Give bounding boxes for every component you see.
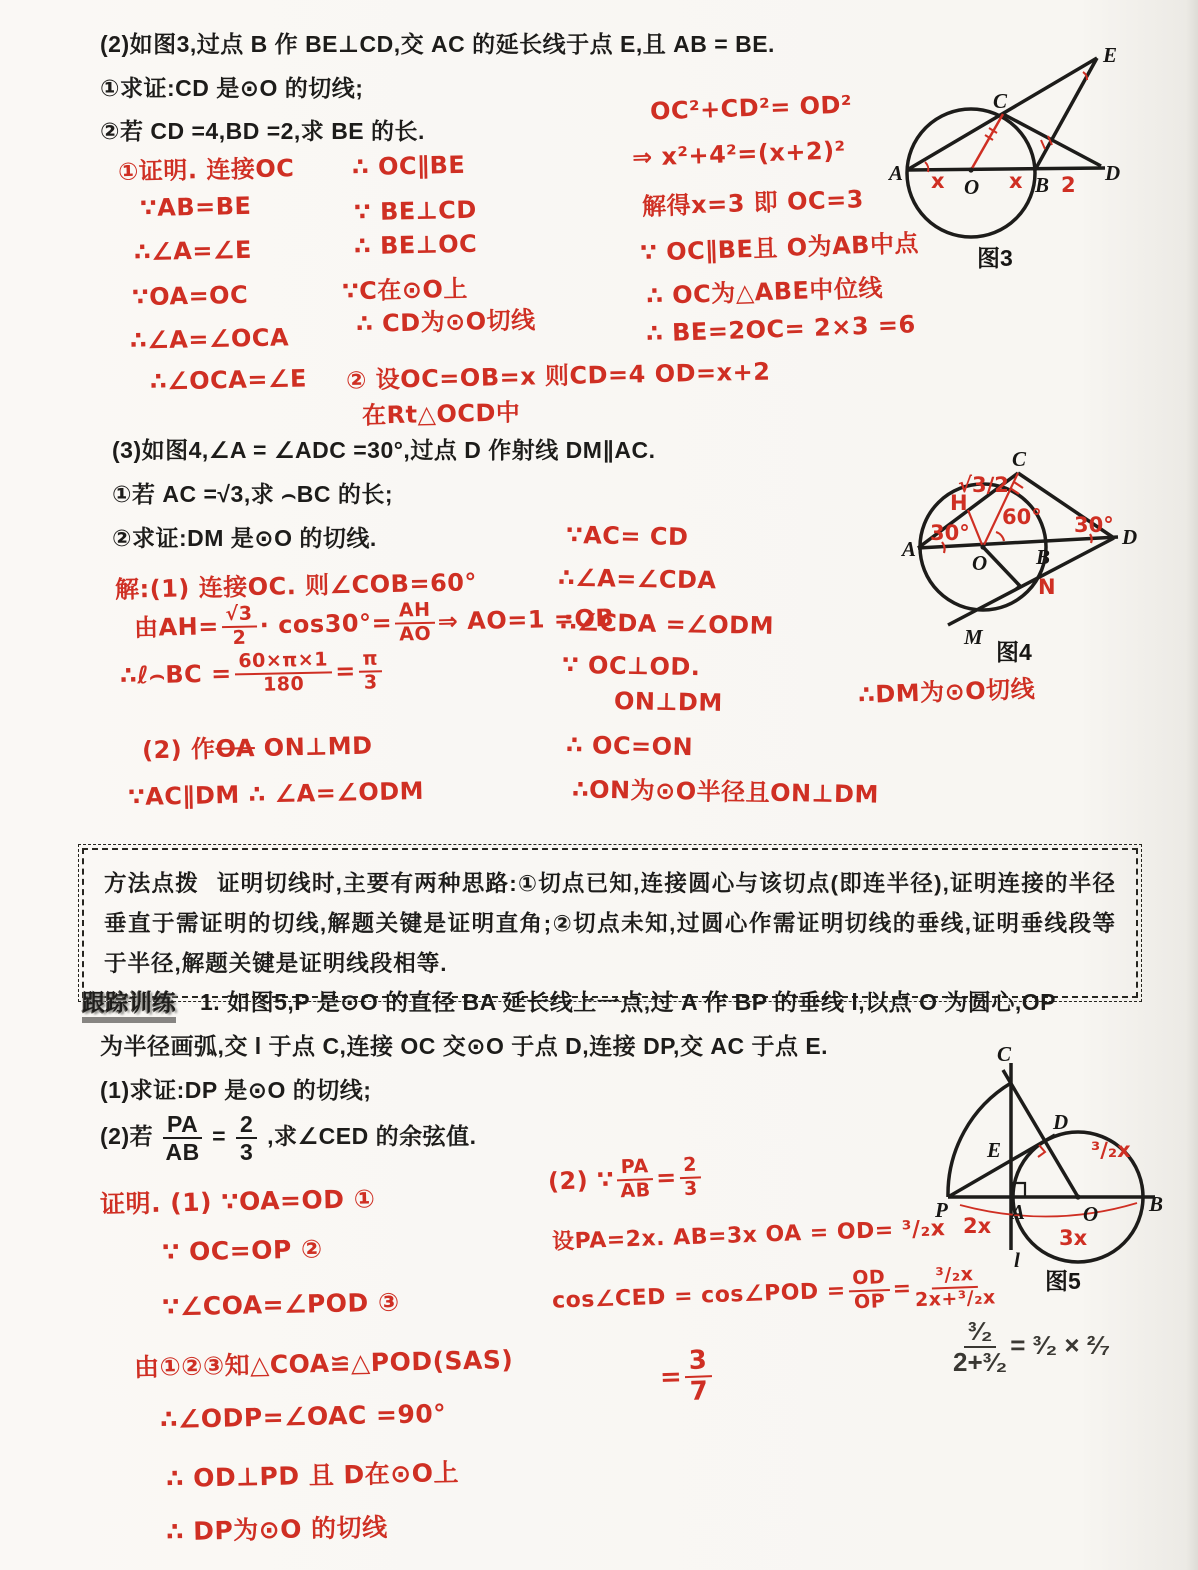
fraction	[221, 604, 257, 649]
text-run: =	[212, 1123, 227, 1150]
hw-2-left-5: ∴∠A=∠OCA	[129, 323, 290, 355]
fraction-numerator: 3	[684, 1347, 712, 1378]
fraction	[848, 1268, 890, 1313]
figure-5-label-E: E	[987, 1138, 1002, 1162]
figure-5-label-C: C	[997, 1045, 1012, 1066]
fraction-numerator: 2	[236, 1112, 257, 1139]
hw-2-setup: ② 设OC=OB=x 则CD=4 OD=x+2	[345, 357, 771, 395]
text-run: =	[892, 1276, 913, 1302]
figure-3-label-D: D	[1105, 161, 1121, 185]
text-run: ⇒ AO=1 =OB	[437, 603, 615, 636]
figure-3-label-O: O	[964, 175, 980, 199]
fraction-numerator: ³∕₂x	[931, 1265, 978, 1290]
fraction-numerator: 60×π×1	[234, 650, 332, 675]
hw-2-right-6: ∴ BE=2OC= 2×3 =6	[645, 310, 917, 348]
text-run: =	[655, 1163, 678, 1192]
fraction-denominator: OP	[853, 1290, 886, 1314]
training-q1: (1)求证:DP 是⊙O 的切线;	[100, 1077, 372, 1103]
hw-2-mid-4: ∵C在⊙O上	[341, 274, 469, 306]
text-run: · cos30°=	[259, 608, 393, 640]
fraction-numerator: √3	[221, 604, 256, 628]
hw-3-mid-7: ∴ON为⊙O半径且ON⊥DM	[571, 775, 880, 809]
fraction	[395, 598, 436, 646]
hw-2-right-2: ⇒ x²+4²=(x+2)²	[631, 136, 847, 172]
text-run: =	[659, 1361, 683, 1393]
fraction	[684, 1347, 713, 1406]
hw-3-mid-2: ∴∠A=∠CDA	[557, 563, 717, 595]
hw-2-left-3: ∴∠A=∠E	[133, 235, 253, 267]
fraction-denominator: 2x+³∕₂x	[914, 1286, 997, 1312]
figure-5	[915, 1045, 1198, 1295]
figure-5-label-D: D	[1053, 1110, 1069, 1134]
figure-4-red-30d: 30°	[1074, 513, 1114, 537]
fraction-denominator: 2+³∕₂	[953, 1347, 1008, 1378]
text-run: =	[334, 656, 357, 686]
fraction-numerator: 2	[679, 1155, 702, 1179]
fraction-denominator: 2	[232, 626, 247, 649]
hw-2-right-5: ∴ OC为△ABE中位线	[645, 273, 884, 311]
figure-3-lines	[907, 58, 1105, 170]
text-run: (2) ∵	[547, 1165, 615, 1196]
hw-5-calc-2: 设PA=2x. AB=3x OA = OD= ³∕₂x	[551, 1216, 946, 1255]
struck-text: OA	[215, 734, 256, 763]
fraction-denominator: 3	[239, 1139, 254, 1166]
hw-2-mid-2: ∵ BE⊥CD	[353, 195, 477, 227]
figure-4-label-B: B	[1036, 545, 1051, 569]
hw-2-mid-1: ∴ OC∥BE	[351, 150, 466, 182]
hw-5-proof-4: 由①②③知△COA≌△POD(SAS)	[133, 1345, 514, 1382]
training-tag: 跟踪训练	[82, 984, 176, 1023]
figure-5-center-dot	[1075, 1194, 1080, 1199]
hw-2-mid-3: ∴ BE⊥OC	[353, 229, 478, 261]
fraction	[163, 1112, 202, 1164]
pencil-work	[950, 1318, 1110, 1377]
figure-4-label-O: O	[972, 551, 988, 575]
problem-2-q1: ①求证:CD 是⊙O 的切线;	[100, 75, 364, 101]
figure-5-label-O: O	[1083, 1202, 1099, 1226]
hw-2-right-1: OC²+CD²= OD²	[649, 90, 853, 126]
figure-5-caption: 图5	[1045, 1268, 1081, 1294]
hw-2-mid-5: ∴ CD为⊙O切线	[355, 306, 536, 338]
figure-5-red-3x: 3x	[1059, 1226, 1088, 1250]
figure-3-label-A: A	[889, 161, 904, 185]
hw-5-calc-1	[547, 1155, 705, 1204]
tip-box-body: 证明切线时,主要有两种思路:①切点已知,连接圆心与该切点(即连半径),证明连接的半径垂直于需证明的切线,解题关键是证明直角;②切点未知,过圆心作需证明切线的垂线,证明垂线段等于半径,解题关键是证明线段相等.	[104, 871, 1116, 976]
figure-3-red-x1: x	[931, 169, 945, 193]
figure-3-red-x2: x	[1009, 169, 1023, 193]
tip-box	[82, 848, 1138, 998]
figure-4-label-C: C	[1012, 448, 1027, 471]
fraction	[358, 649, 382, 693]
figure-3-label-B: B	[1035, 173, 1050, 197]
hw-2-left-6: ∴∠OCA=∠E	[149, 364, 308, 396]
training-line-2: 为半径画弧,交 l 于点 C,连接 OC 交⊙O 于点 D,连接 DP,交 AC 于点 E.	[100, 1033, 829, 1059]
hw-5-proof-2: ∵ OC=OP ②	[161, 1234, 323, 1267]
hw-2-left-4: ∵OA=OC	[131, 280, 249, 312]
hw-5-proof-6: ∴ OD⊥PD 且 D在⊙O上	[165, 1457, 460, 1494]
hw-5-calc-4	[659, 1347, 716, 1407]
hw-2-right-3: 解得x=3 即 OC=3	[641, 185, 865, 221]
fraction-numerator: ³∕₂	[964, 1318, 997, 1348]
figure-5-red-od: ³∕₂x	[1091, 1138, 1131, 1162]
hw-3-line-2	[134, 597, 615, 651]
text-run: ,求∠CED 的余弦值.	[267, 1123, 477, 1150]
hw-3-mid-1: ∵AC= CD	[565, 520, 689, 552]
figure-5-label-B: B	[1149, 1192, 1164, 1216]
hw-3-line-3	[120, 649, 386, 698]
text-run: = ³∕₂ × ²∕₇	[1010, 1330, 1111, 1361]
figure-3-red-2: 2	[1061, 173, 1076, 197]
hw-3-conclusion: ∴DM为⊙O切线	[857, 674, 1036, 710]
fraction-numerator: AH	[395, 601, 435, 625]
figure-5-red-2x: 2x	[963, 1214, 992, 1238]
hw-2-left-1: ①证明. 连接OC	[117, 154, 295, 186]
fraction-denominator: AO	[399, 622, 432, 646]
training-line-1: 1. 如图5,P 是⊙O 的直径 BA 延长线上一点,过 A 作 BP 的垂线 l,以点 O 为圆心,OP	[200, 989, 1056, 1015]
hw-5-proof-3: ∵∠COA=∠POD ③	[161, 1287, 400, 1322]
text-run: ON⊥MD	[254, 731, 373, 763]
hw-3-line-5: ∵AC∥DM ∴ ∠A=∠ODM	[127, 776, 425, 812]
fraction	[679, 1155, 702, 1200]
fraction	[234, 650, 332, 696]
figure-3-center-dot	[968, 167, 973, 172]
figure-5-label-P: P	[935, 1198, 948, 1222]
problem-3-q1: ①若 AC =√3,求 ⌢BC 的长;	[112, 481, 394, 507]
figure-3-label-C: C	[993, 89, 1008, 113]
fraction-denominator: AB	[165, 1139, 200, 1166]
problem-3-q2: ②求证:DM 是⊙O 的切线.	[112, 525, 377, 551]
fraction	[616, 1157, 653, 1202]
text-run: ∴ℓ⌢BC =	[119, 659, 232, 690]
figure-4-label-A: A	[902, 537, 917, 561]
figure-3-label-E: E	[1103, 43, 1118, 67]
hw-2-left-2: ∵AB=BE	[139, 191, 252, 223]
hw-5-proof-7: ∴ DP为⊙O 的切线	[165, 1512, 388, 1547]
figure-4-red-60: 60°	[1002, 505, 1042, 529]
fraction-numerator: PA	[616, 1157, 653, 1181]
text-run: 由AH=	[133, 612, 220, 642]
fraction-numerator: π	[358, 649, 382, 672]
fraction-numerator: OD	[848, 1268, 890, 1292]
figure-3	[865, 28, 1198, 278]
hw-3-line-4	[142, 726, 373, 766]
hw-3-line-1: 解:(1) 连接OC. 则∠COB=60°	[114, 568, 478, 604]
problem-2-q2: ②若 CD =4,BD =2,求 BE 的长.	[100, 118, 425, 144]
hw-5-proof-5: ∴∠ODP=∠OAC =90°	[159, 1399, 447, 1434]
text-run: (2)若	[100, 1123, 154, 1150]
fraction	[953, 1318, 1007, 1377]
fraction-numerator: PA	[163, 1112, 202, 1139]
figure-4-red-frac: √3∕2	[958, 473, 1009, 497]
hw-2-right-4: ∵ OC∥BE且 O为AB中点	[639, 229, 920, 267]
tip-box-title: 方法点拨	[104, 871, 199, 896]
figure-4-red-N: N	[1038, 575, 1056, 599]
text-run: (2) 作	[141, 734, 216, 765]
text-run: cos∠CED = cos∠POD =	[551, 1278, 847, 1314]
hw-3-mid-4: ∵ OC⊥OD.	[561, 650, 701, 682]
problem-3-statement: (3)如图4,∠A = ∠ADC =30°,过点 D 作射线 DM∥AC.	[112, 437, 656, 463]
hw-5-proof-1: 证明. (1) ∵OA=OD ①	[99, 1184, 376, 1219]
hw-3-mid-5: ON⊥DM	[613, 687, 723, 717]
hw-3-mid-6: ∴ OC=ON	[565, 730, 694, 762]
figure-3-caption: 图3	[977, 245, 1013, 271]
fraction-denominator: 3	[363, 671, 378, 694]
figure-4-label-D: D	[1122, 525, 1138, 549]
training-q2	[100, 1112, 477, 1164]
figure-4-label-M: M	[964, 625, 983, 649]
hw-3-mid-3: ∴∠CDA =∠ODM	[559, 608, 775, 640]
fraction	[236, 1112, 257, 1164]
figure-4-red-30a: 30°	[930, 521, 970, 545]
fraction-denominator: 180	[262, 672, 305, 696]
figure-5-label-A: A	[1011, 1200, 1026, 1224]
figure-5-label-l: l	[1014, 1248, 1020, 1272]
figure-4-caption: 图4	[996, 639, 1032, 665]
fraction-denominator: 7	[689, 1376, 709, 1408]
hw-2-rt-triangle: 在Rt△OCD中	[361, 398, 521, 430]
fraction-denominator: AB	[620, 1179, 651, 1203]
problem-2-statement: (2)如图3,过点 B 作 BE⊥CD,交 AC 的延长线于点 E,且 AB = BE.	[100, 31, 775, 57]
figure-4-red-H: H	[950, 491, 968, 515]
fraction-denominator: 3	[683, 1177, 699, 1200]
figure-4-center-dot	[980, 544, 985, 549]
figure-4	[868, 448, 1180, 666]
